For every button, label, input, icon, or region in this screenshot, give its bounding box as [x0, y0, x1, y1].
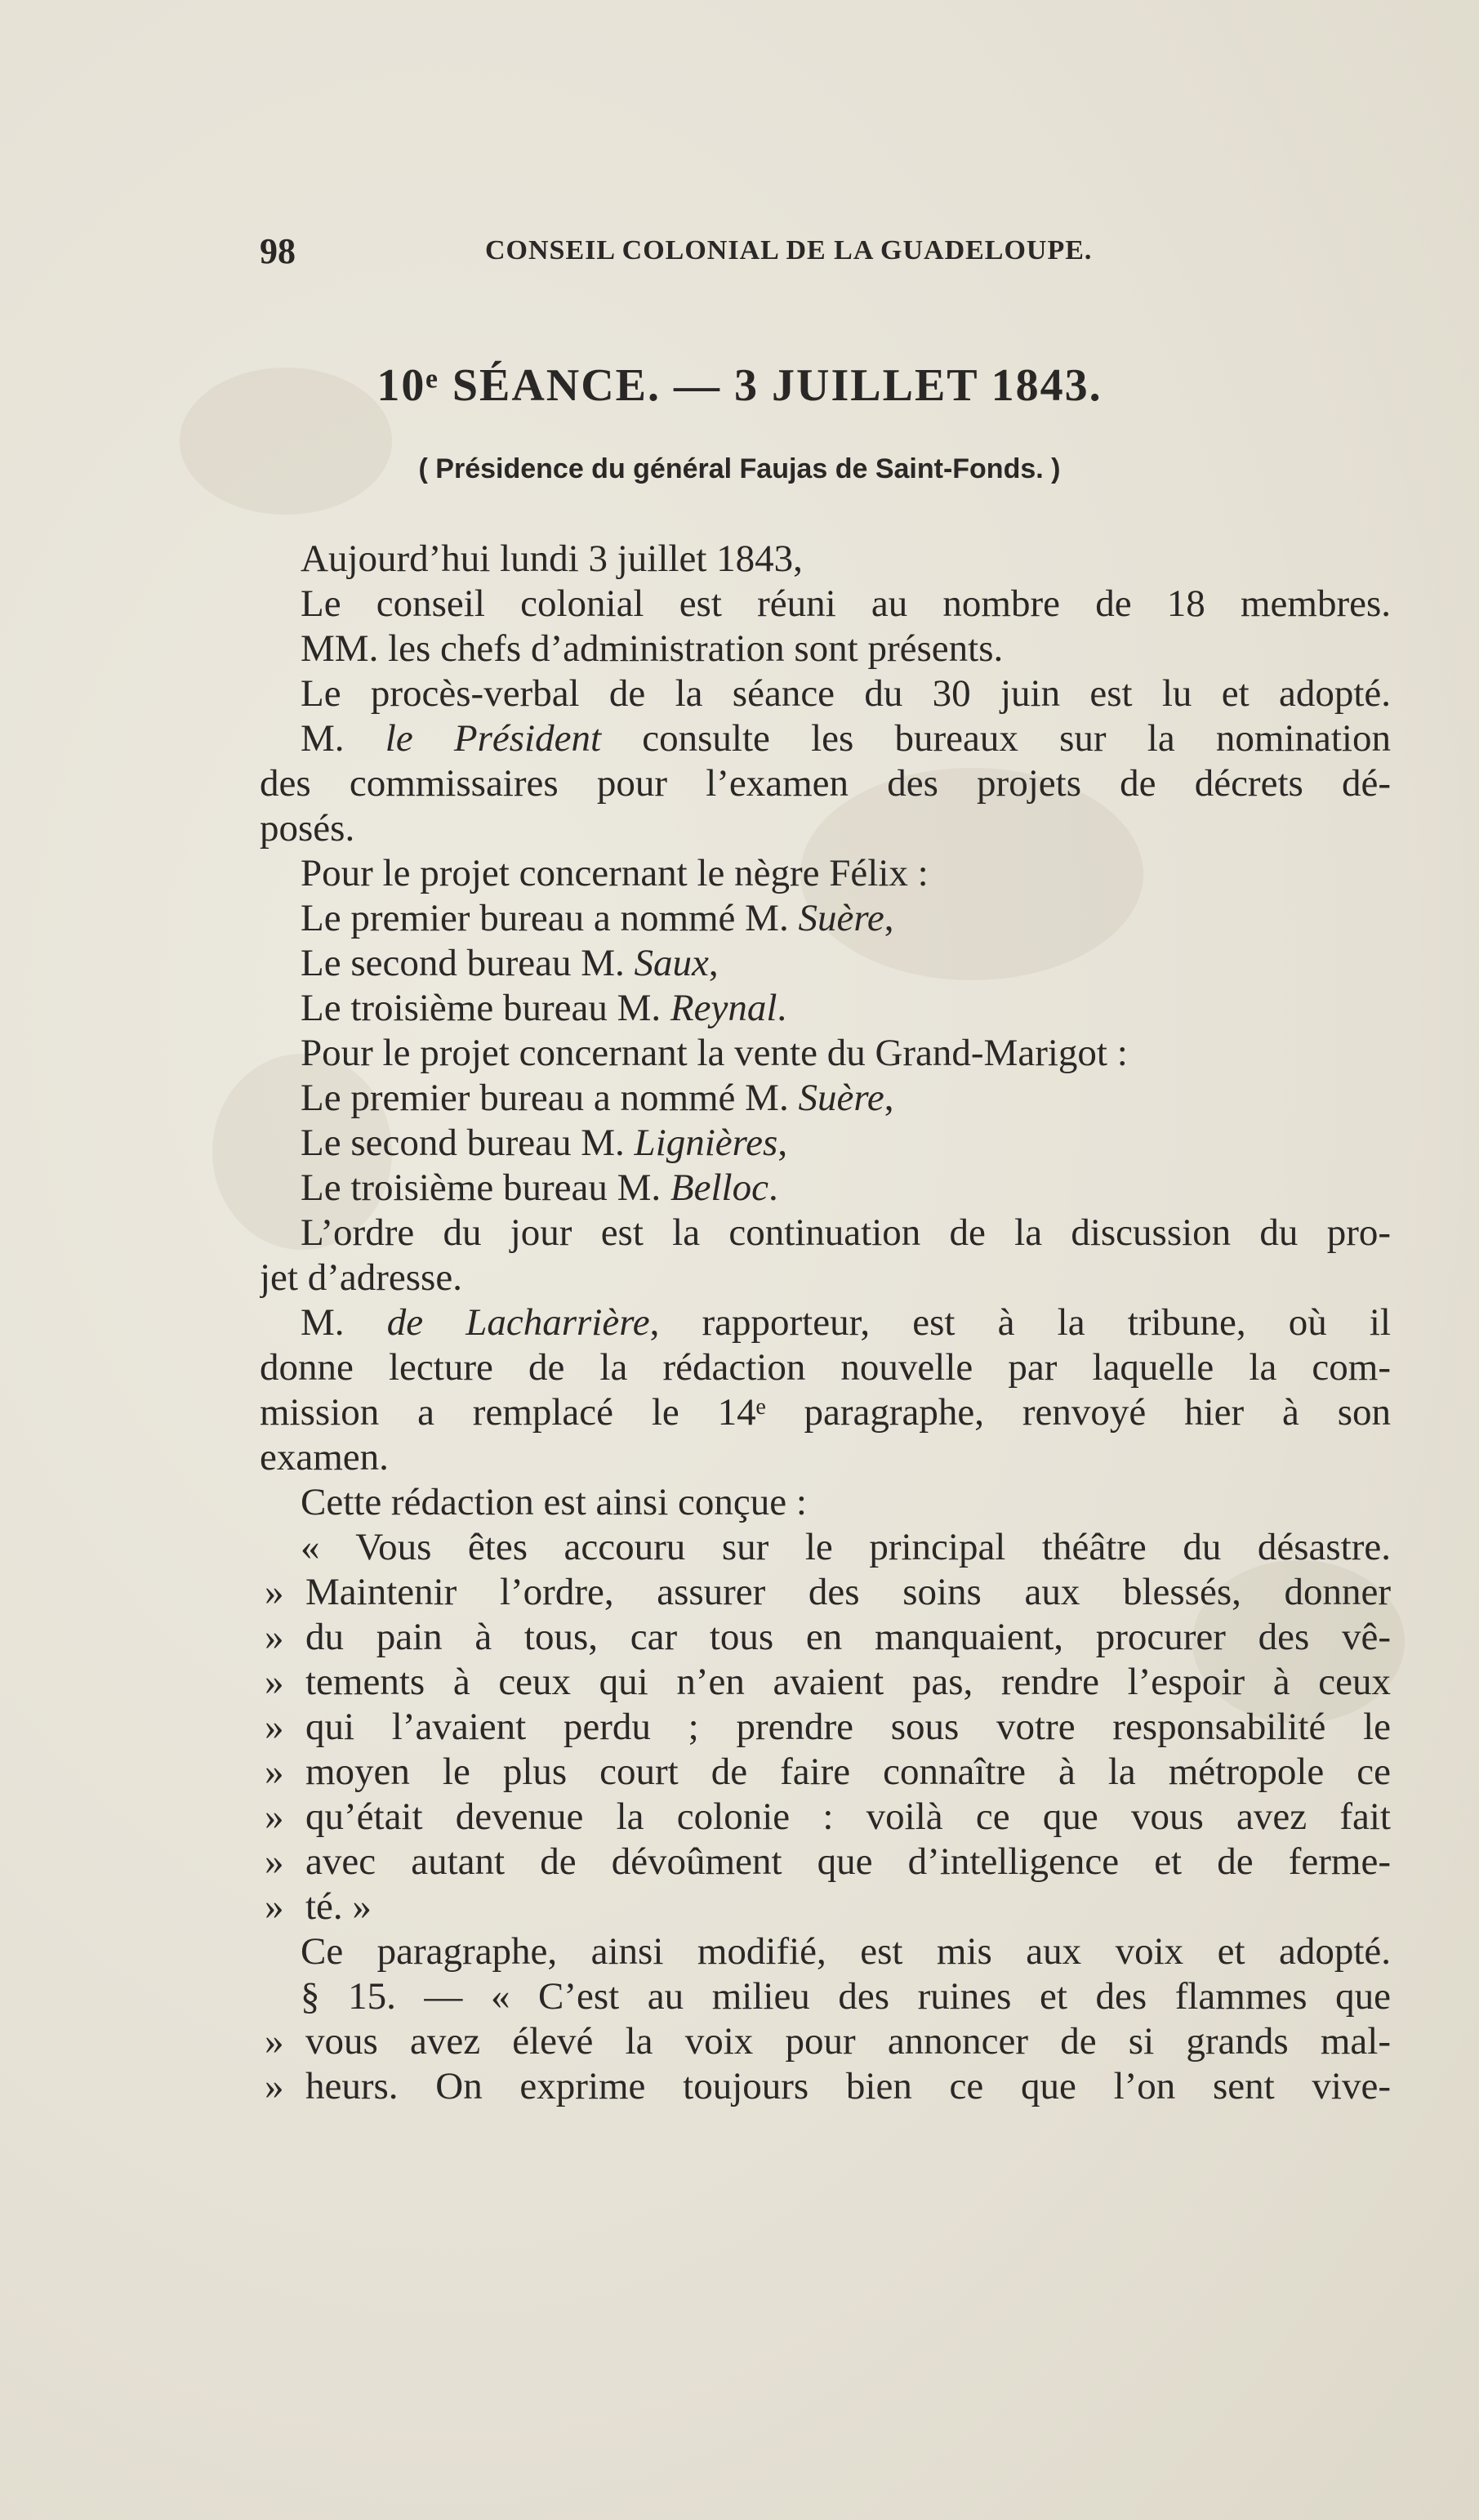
text-line [260, 2064, 1391, 2109]
text-line [260, 1570, 1391, 1615]
line-text: Le second bureau M. [301, 942, 635, 984]
italic-name: Suère [798, 1077, 884, 1119]
line-text: heurs. On exprime toujours bien ce que l’on sent vive- [305, 2065, 1391, 2107]
line-text: « Vous êtes accouru sur le principal théâtre du désastre. [301, 1526, 1391, 1568]
line-text: avec autant de dévoûment que d’intelligence et de ferme- [305, 1840, 1391, 1883]
quote-guillemet: » [265, 1706, 284, 1748]
text-line [260, 1750, 1391, 1795]
line-text: Le troisième bureau M. [301, 987, 670, 1029]
text-line [260, 1300, 1391, 1345]
text-line [260, 1345, 1391, 1390]
text-line [260, 716, 1391, 761]
page-number: 98 [260, 231, 296, 271]
italic-name: le Président [385, 717, 602, 760]
line-text: posés. [260, 807, 355, 850]
line-text: , [777, 1122, 788, 1164]
line-text: MM. les chefs d’administration sont présents. [301, 627, 1004, 670]
line-text: Le troisième bureau M. [301, 1166, 670, 1209]
line-text: du pain à tous, car tous en manquaient, procurer des vê- [305, 1616, 1391, 1658]
line-text: , [884, 897, 894, 939]
line-text: Maintenir l’ordre, assurer des soins aux blessés, donner [305, 1571, 1391, 1613]
presidency-note: ( Présidence du général Faujas de Saint-Fonds. ) [418, 453, 1061, 484]
text-line [260, 1166, 1391, 1211]
text-line [260, 761, 1391, 806]
text-line [260, 1211, 1391, 1256]
line-text: consulte les bureaux sur la nomination [601, 717, 1391, 760]
text-line [260, 986, 1391, 1031]
line-text: M. [301, 1301, 387, 1344]
text-line [260, 1390, 1391, 1435]
quote-guillemet: » [265, 1795, 284, 1838]
line-text: Le procès-verbal de la séance du 30 juin est lu et adopté. [301, 672, 1391, 715]
body-text [260, 537, 1391, 2109]
text-line [260, 1480, 1391, 1525]
line-text: qui l’avaient perdu ; prendre sous votre responsabilité le [305, 1706, 1391, 1748]
line-text: Le premier bureau a nommé M. [301, 897, 799, 939]
text-line [260, 537, 1391, 582]
quote-guillemet: » [265, 2020, 284, 2063]
line-text: moyen le plus court de faire connaître à la métropole ce [305, 1751, 1391, 1793]
italic-name: Suère [798, 897, 884, 939]
quote-guillemet: » [265, 1571, 284, 1613]
text-line [260, 1076, 1391, 1121]
text-line [260, 1435, 1391, 1480]
line-text: Cette rédaction est ainsi conçue : [301, 1481, 807, 1523]
italic-name: de Lacharrière [386, 1301, 650, 1344]
text-line [260, 2019, 1391, 2064]
italic-name: Saux [634, 942, 709, 984]
text-line [260, 1121, 1391, 1166]
line-text: mission a remplacé le 14ᵉ paragraphe, renvoyé hier à son [260, 1391, 1391, 1434]
line-text: Aujourd’hui lundi 3 juillet 1843, [301, 537, 803, 580]
text-line [260, 1660, 1391, 1705]
line-text: . [768, 1166, 778, 1209]
quote-guillemet: » [265, 2065, 284, 2107]
text-line [260, 627, 1391, 671]
text-line [260, 1840, 1391, 1884]
line-text: , rapporteur, est à la tribune, où il [649, 1301, 1391, 1344]
line-text: donne lecture de la rédaction nouvelle par laquelle la com- [260, 1346, 1391, 1389]
line-text: examen. [260, 1436, 389, 1479]
text-line [260, 582, 1391, 627]
line-text: Le conseil colonial est réuni au nombre de 18 membres. [301, 582, 1391, 625]
line-text: M. [301, 717, 385, 760]
text-line [260, 1884, 1391, 1929]
session-heading: 10ᵉ SÉANCE. — 3 JUILLET 1843. [376, 360, 1103, 411]
text-line [260, 851, 1391, 896]
italic-name: Reynal [670, 987, 777, 1029]
line-text: Le second bureau M. [301, 1122, 635, 1164]
text-line [260, 1795, 1391, 1840]
text-line [260, 1525, 1391, 1570]
quote-guillemet: » [265, 1661, 284, 1703]
line-text: des commissaires pour l’examen des projets de décrets dé- [260, 762, 1391, 805]
quote-guillemet: » [265, 1885, 284, 1928]
quote-guillemet: » [265, 1751, 284, 1793]
line-text: té. » [305, 1885, 372, 1928]
text-line [260, 1929, 1391, 1974]
running-head [260, 230, 1215, 271]
line-text: Le premier bureau a nommé M. [301, 1077, 799, 1119]
text-line [260, 1256, 1391, 1300]
line-text: tements à ceux qui n’en avaient pas, rendre l’espoir à ceux [305, 1661, 1391, 1703]
line-text: qu’était devenue la colonie : voilà ce que vous avez fait [305, 1795, 1391, 1838]
line-text: . [777, 987, 787, 1029]
quote-guillemet: » [265, 1616, 284, 1658]
line-text: Pour le projet concernant la vente du Grand-Marigot : [301, 1032, 1128, 1074]
line-text: Pour le projet concernant le nègre Félix : [301, 852, 929, 894]
italic-name: Lignières [634, 1122, 778, 1164]
text-line [260, 1705, 1391, 1750]
quote-guillemet: » [265, 1840, 284, 1883]
text-line [260, 941, 1391, 986]
line-text: , [708, 942, 719, 984]
text-line [260, 671, 1391, 716]
text-line [260, 896, 1391, 941]
line-text: jet d’adresse. [260, 1256, 462, 1299]
text-line [260, 1974, 1391, 2019]
text-line [260, 1031, 1391, 1076]
line-text: Ce paragraphe, ainsi modifié, est mis aux voix et adopté. [301, 1930, 1391, 1973]
running-title: CONSEIL COLONIAL DE LA GUADELOUPE. [485, 235, 1093, 265]
line-text: § 15. — « C’est au milieu des ruines et des flammes que [301, 1975, 1391, 2018]
line-text: L’ordre du jour est la continuation de la discussion du pro- [301, 1211, 1391, 1254]
italic-name: Belloc [670, 1166, 768, 1209]
line-text: , [884, 1077, 894, 1119]
text-line [260, 1615, 1391, 1660]
line-text: vous avez élevé la voix pour annoncer de si grands mal- [305, 2020, 1391, 2063]
text-line [260, 806, 1391, 851]
